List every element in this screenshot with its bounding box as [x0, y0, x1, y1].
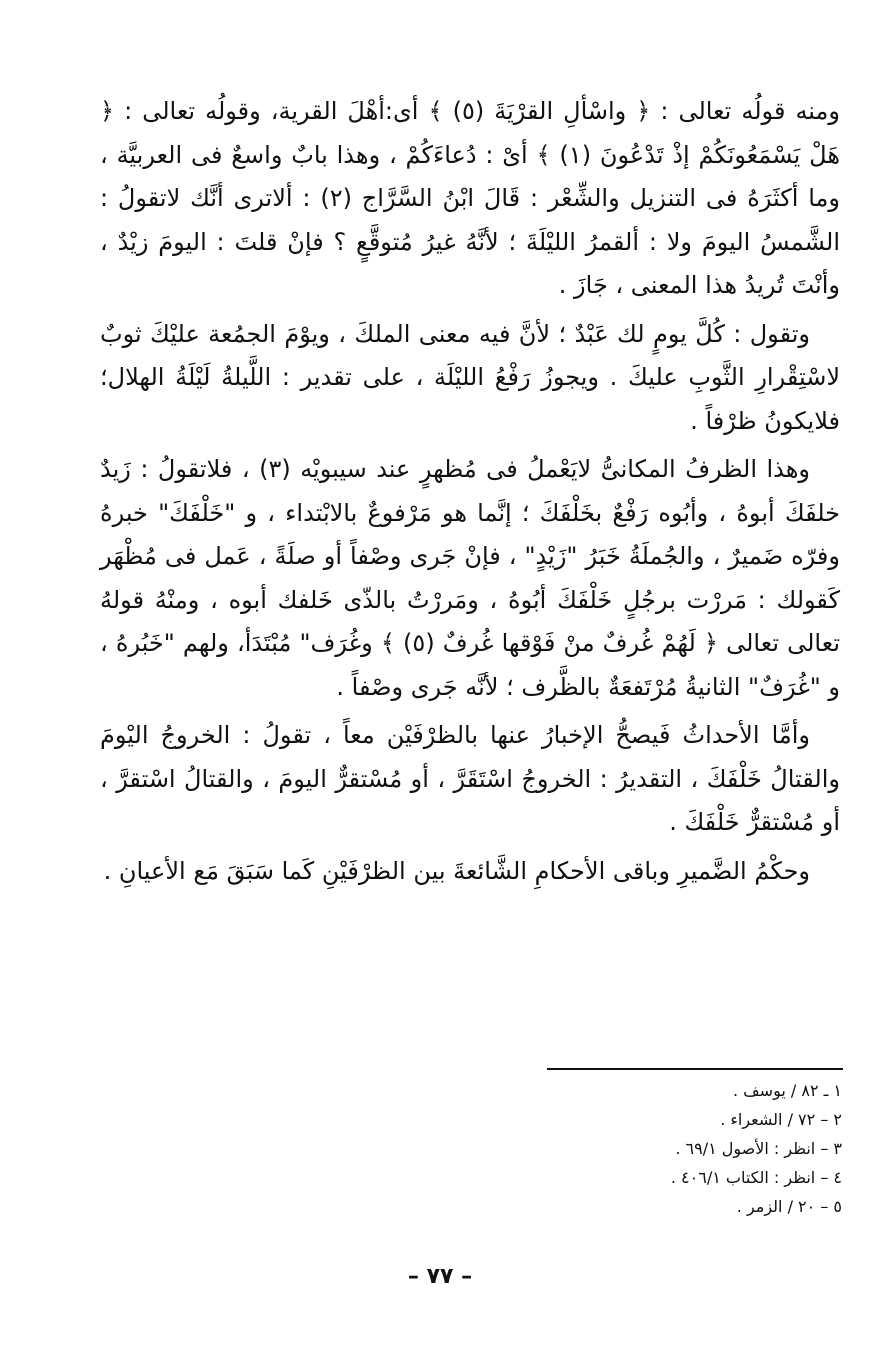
page-number: – ٧٧ –	[407, 1264, 473, 1289]
paragraph-4: وأمَّا الأحداثُ فَيصحُّ الإخبارُ عنها بالظرْفَيْن معاً ، تقولُ : الخروجُ اليْومَ والقتالُ خَلْفَكَ ، التقديرُ : الخروجُ اسْتَقَرَّ ، أو مُسْتقرٌّ اليومَ ، والقتالُ اسْتقرَّ ، أو مُسْتقرٌّ خَلْفَكَ .	[100, 721, 840, 836]
main-text	[100, 90, 840, 898]
footnote-divider	[547, 1068, 843, 1070]
footnote-2: ٢ – ٧٢ / الشعراء .	[720, 1110, 842, 1129]
footnote-1: ١ ـ ٨٢ / يوسف .	[732, 1081, 842, 1100]
footnotes	[520, 1076, 842, 1221]
footnote-5: ٥ – ٢٠ / الزمر .	[736, 1197, 842, 1216]
paragraph-2: وتقول : كُلَّ يومٍ لك عَبْدٌ ؛ لأنَّ فيه معنى الملكَ ، ويوْمَ الجمُعة عليْكَ ثوبٌ لاسْتِقْرارِ الثَّوبِ عليكَ . ويجوزُ رَفْعُ الليْلَة ، على تقدير : اللَّيلةُ لَيْلَةُ الهلال؛ فلايكونُ ظرْفاً .	[100, 319, 840, 435]
paragraph-5: وحكْمُ الضَّميرِ وباقى الأحكامِ الشَّائعةَ بين الظرْفَيْنِ كَما سَبَقَ مَع الأعيانِ .	[103, 856, 810, 885]
footnote-3: ٣ – انظر : الأصول ٦٩/١ .	[675, 1139, 842, 1158]
footnote-4: ٤ – انظر : الكتاب ٤٠٦/١ .	[670, 1168, 842, 1187]
paragraph-3: وهذا الظرفُ المكانىُّ لايَعْملُ فى مُظهرٍ عند سيبويْه (٣) ، فلاتقولُ : زَيدٌ خلفَكَ أبوهُ ، وأبُوه رَفْعٌ بخَلْفَكَ ؛ إنَّما هو مَرْفوعٌ بالابْتداء ، و "خَلْفَكَ" خبرهُ وفرّه ضَميرٌ ، والجُملَةُ خَبَرُ "زَيْدٍ" ، فإنْ جَرى وصْفاً أو صلَةً ، عَمل فى مُظْهَر كَقولك : مَررْت برجُلٍ خَلْفَكَ أبُوهُ ، ومَررْتُ بالذّى خَلفك أبوه ، ومنْهُ قولهُ تعالى تعالى ﴿ لَهُمْ غُرفٌ منْ فَوْقها غُرفٌ (٥) ﴾ وغُرَف" مُبْتَدَأ، ولهم "خَبُرهُ ، و "غُرَفٌ" الثانيةُ مُرْتَفعَةٌ بالظَّرف ؛ لأنَّه جَرى وصْفاً .	[100, 455, 841, 701]
paragraph-1: ومنه قولُه تعالى : ﴿ واسْألِ القرْيَةَ (٥) ﴾ أى:أهْلَ القرية، وقولُه تعالى : ﴿ هَلْ يَسْمَعُونَكُمْ إذْ تَدْعُونَ (١) ﴾ أىْ : دُعاءَكُمْ ، وهذا بابٌ واسعٌ فى العربيَّة ، وما أكثَرَهُ فى التنزيل والشِّعْر : قَالَ ابْنُ السَّرَّاج (٢) : ألاترى أنَّك لاتقولُ : الشَّمسُ اليومَ ولا : ألقمرُ الليْلَةَ ؛ لأنَّهُ غيرُ مُتوقَّعٍ ؟ فإنْ قلتَ : اليومَ زيْدٌ ، وأنْتَ تُريدُ هذا المعنى ، جَازَ .	[100, 97, 840, 299]
